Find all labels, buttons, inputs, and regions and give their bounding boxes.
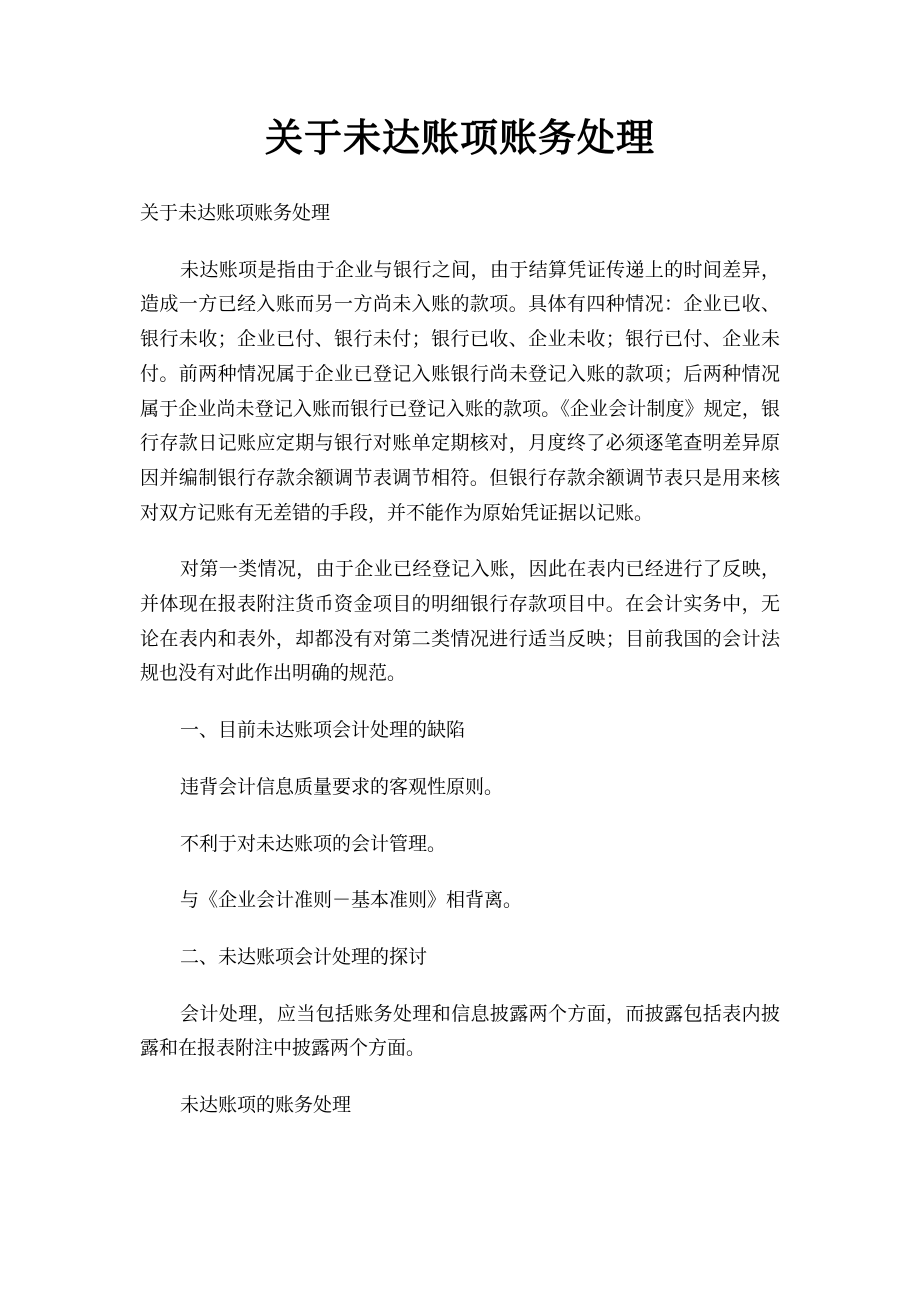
paragraph-definition: 未达账项是指由于企业与银行之间，由于结算凭证传递上的时间差异，造成一方已经入账而另一方尚未入账的款项。具体有四种情况：企业已收、银行未收；企业已付、银行未付；银行已收、企业未收；银行已付、企业未付。前两种情况属于企业已登记入账银行尚未登记入账的款项；后两种情况属于企业尚未登记入账而银行已登记入账的款项。《企业会计制度》规定，银行存款日记账应定期与银行对账单定期核对，月度终了必须逐笔查明差异原因并编制银行存款余额调节表调节相符。但银行存款余额调节表只是用来核对双方记账有无差错的手段，并不能作为原始凭证据以记账。	[140, 258, 780, 524]
paragraph-first-category: 对第一类情况，由于企业已经登记入账，因此在表内已经进行了反映，并体现在报表附注货币资金项目的明细银行存款项目中。在会计实务中，无论在表内和表外，却都没有对第二类情况进行适当反映；目前我国的会计法规也没有对此作出明确的规范。	[140, 558, 780, 685]
list-item-objectivity: 违背会计信息质量要求的客观性原则。	[180, 775, 504, 798]
paragraph-accounting-treatment: 会计处理，应当包括账务处理和信息披露两个方面，而披露包括表内披露和在报表附注中披露两个方面。	[140, 1002, 780, 1060]
paragraph-bookkeeping: 未达账项的账务处理	[180, 1094, 352, 1117]
list-item-management: 不利于对未达账项的会计管理。	[180, 832, 447, 855]
document-title: 关于未达账项账务处理	[264, 115, 655, 160]
list-item-standards: 与《企业会计准则－基本准则》相背离。	[180, 889, 523, 912]
section-heading-defects: 一、目前未达账项会计处理的缺陷	[180, 719, 466, 742]
paragraph-subtitle: 关于未达账项账务处理	[140, 202, 331, 224]
section-heading-discussion: 二、未达账项会计处理的探讨	[180, 945, 428, 968]
document-body	[140, 196, 780, 1123]
